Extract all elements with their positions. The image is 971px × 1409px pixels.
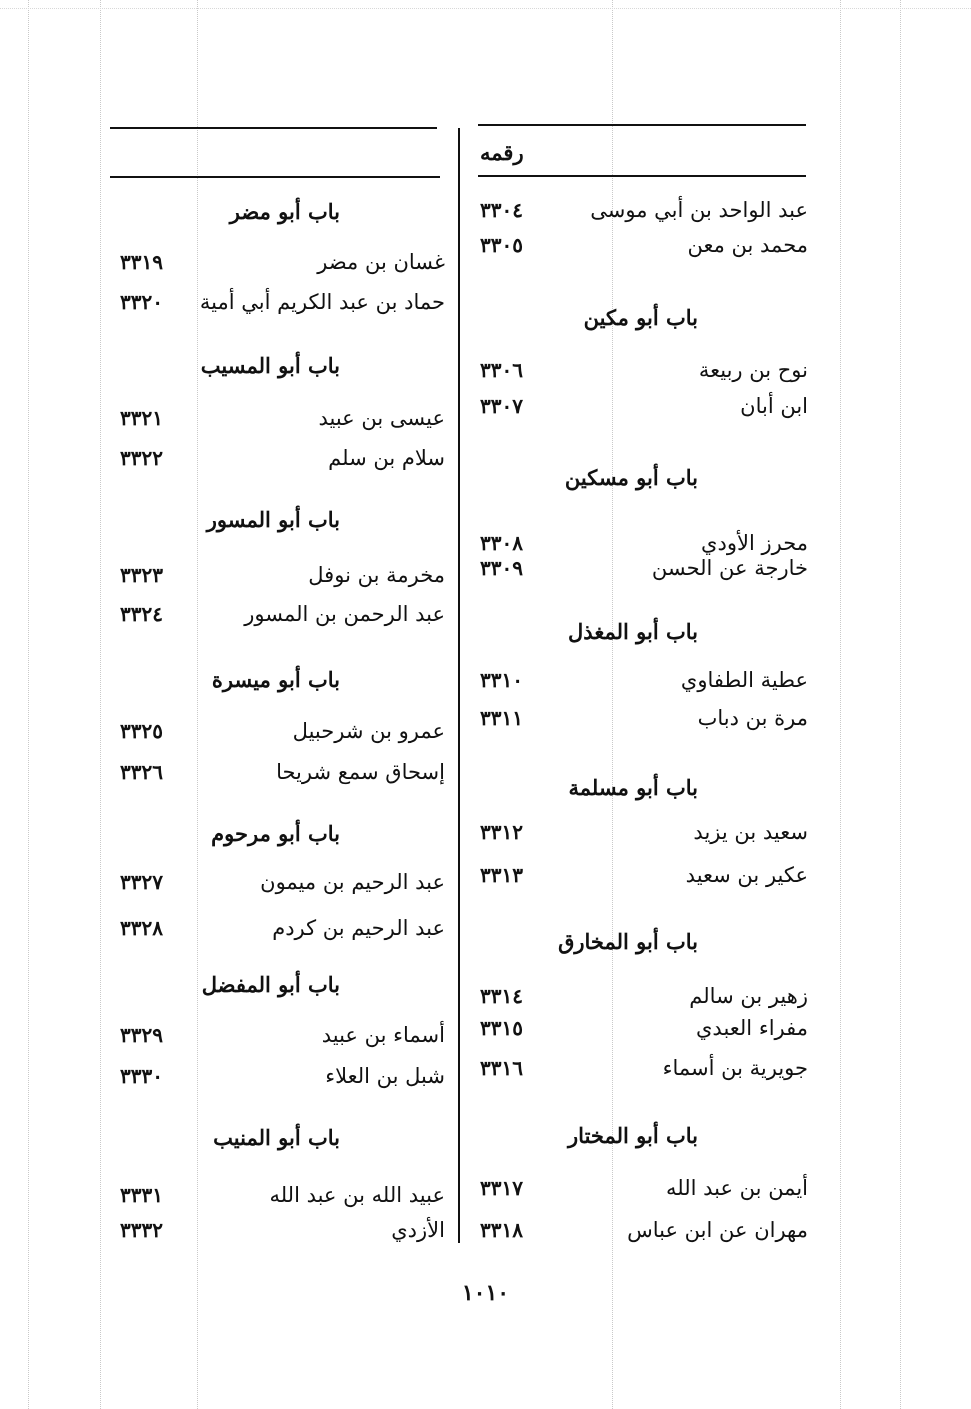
index-entry [120,711,445,751]
narrator-name: عبد الرحيم بن ميمون [260,870,445,894]
scan-guide-line [900,0,901,1409]
section-heading [120,814,445,854]
section-heading [480,458,808,498]
section-heading-text: باب أبو المسيب [200,353,340,378]
entry-number: ٣٣١٣ [480,863,523,887]
index-entry [480,1048,808,1088]
narrator-name: عبد الواحد بن أبي موسى [590,198,808,222]
entry-number: ٣٣٣٢ [120,1218,163,1242]
narrator-name: سلام بن سلم [328,446,445,470]
narrator-name: عمرو بن شرحبيل [292,719,445,743]
section-heading-text: باب أبو مضر [229,199,340,224]
index-entry [120,1175,445,1215]
narrator-name: عبد الرحمن بن المسور [244,602,445,626]
narrator-name: زهير بن سالم [689,984,808,1008]
index-entry [120,1056,445,1096]
section-heading [480,922,808,962]
index-entry [120,908,445,948]
entry-number: ٣٣٢٧ [120,870,163,894]
left-header-rule [110,176,440,178]
entry-number: ٣٣٣١ [120,1183,163,1207]
section-heading [120,346,445,386]
index-entry [120,242,445,282]
entry-number: ٣٣١٤ [480,984,523,1008]
section-heading-text: باب أبو مكين [583,305,698,330]
index-entry [480,386,808,426]
section-heading [120,192,445,232]
section-heading [120,965,445,1005]
index-entry [480,548,808,588]
narrator-name: نوح بن ربيعة [698,358,808,382]
entry-number: ٣٣٢٠ [120,290,163,314]
index-entry [120,1015,445,1055]
section-heading-text: باب أبو المخارق [558,929,698,954]
entry-number: ٣٣٢٤ [120,602,163,626]
index-entry [480,225,808,265]
entry-number: ٣٣٠٥ [480,233,523,257]
page-number: ١٠١٠ [461,1280,510,1306]
narrator-name: سعيد بن يزيد [693,820,808,844]
section-heading [480,1116,808,1156]
index-entry [480,1210,808,1250]
index-entry [480,350,808,390]
index-entry [120,282,445,322]
narrator-name: عكير بن سعيد [685,863,808,887]
index-entry [480,698,808,738]
entry-number: ٣٣١٠ [480,668,523,692]
narrator-name: مفراء العبدي [695,1016,808,1040]
entry-number: ٣٣٣٠ [120,1064,163,1088]
index-entry [120,752,445,792]
narrator-name: عيسى بن عبيد [318,406,445,430]
index-entry [120,594,445,634]
entry-number: ٣٣٠٩ [480,556,523,580]
scan-guide-line [0,8,971,9]
narrator-name: ابن أبان [740,394,808,418]
narrator-name: عبد الرحيم بن كردم [272,916,445,940]
section-heading-text: باب أبو مرحوم [211,821,340,846]
index-entry [480,855,808,895]
section-heading [480,298,808,338]
section-heading-text: باب أبو المسور [206,507,340,532]
index-entry [120,862,445,902]
scan-guide-line [100,0,101,1409]
narrator-name: مرة بن دباب [697,706,808,730]
narrator-name: حماد بن عبد الكريم أبي أمية [199,290,445,314]
entry-number: ٣٣٠٦ [480,358,523,382]
narrator-name: محرز الأودي [701,531,808,555]
narrator-name: محمد بن معن [687,233,808,257]
entry-number: ٣٣٢٥ [120,719,163,743]
narrator-name: أيمن بن عبد الله [666,1176,808,1200]
column-divider [458,128,460,1243]
narrator-name: شبل بن العلاء [325,1064,445,1088]
narrator-name: أسماء بن عبيد [321,1023,445,1047]
narrator-name: مهران عن ابن عباس [627,1218,808,1242]
scan-guide-line [840,0,841,1409]
section-heading-text: باب أبو ميسرة [211,667,340,692]
left-top-rule [110,127,437,129]
narrator-name: عبيد الله بن عبد الله [269,1183,445,1207]
entry-number: ٣٣٢٩ [120,1023,163,1047]
section-heading-text: باب أبو مسلمة [568,775,698,800]
narrator-name: إسحاق سمع شريحا [276,760,445,784]
narrator-name: غسان بن مضر [317,250,445,274]
entry-number: ٣٣٢٦ [120,760,163,784]
entry-number: ٣٣١٩ [120,250,163,274]
entry-number: ٣٣٠٨ [480,531,523,555]
entry-number: ٣٣١٧ [480,1176,523,1200]
entry-number: ٣٣٢٢ [120,446,163,470]
section-heading-text: باب أبو مسكين [564,465,698,490]
entry-number: ٣٣١١ [480,706,523,730]
entry-number: ٣٣٢٨ [120,916,163,940]
entry-number: ٣٣٠٤ [480,198,523,222]
section-heading [480,612,808,652]
narrator-name: خارجة عن الحسن [651,556,808,580]
index-entry [480,1168,808,1208]
section-heading [120,1118,445,1158]
entry-number: ٣٣١٨ [480,1218,523,1242]
section-heading-text: باب أبو المغذل [568,619,698,644]
narrator-name: الأزدي [391,1218,445,1242]
narrator-name: مخرمة بن نوفل [308,563,445,587]
section-heading-text: باب أبو المختار [568,1123,698,1148]
section-heading-text: باب أبو المفضل [201,972,340,997]
right-header-rule [478,175,806,177]
section-heading [120,660,445,700]
index-entry [480,190,808,230]
right-top-rule [478,124,806,126]
index-entry [480,660,808,700]
scan-guide-line [28,0,29,1409]
section-heading [480,768,808,808]
index-entry [120,398,445,438]
index-entry [120,555,445,595]
entry-number: ٣٣٢٣ [120,563,163,587]
entry-number: ٣٣٠٧ [480,394,523,418]
number-column-header: رقمه [480,140,524,165]
entry-number: ٣٣١٦ [480,1056,523,1080]
narrator-name: جويرية بن أسماء [662,1056,808,1080]
index-entry [120,438,445,478]
section-heading [120,500,445,540]
index-entry [480,1008,808,1048]
entry-number: ٣٣١٥ [480,1016,523,1040]
entry-number: ٣٣١٢ [480,820,523,844]
index-entry [120,1210,445,1250]
narrator-name: عطية الطفاوي [680,668,808,692]
index-entry [480,812,808,852]
entry-number: ٣٣٢١ [120,406,163,430]
section-heading-text: باب أبو المنيب [213,1125,340,1150]
